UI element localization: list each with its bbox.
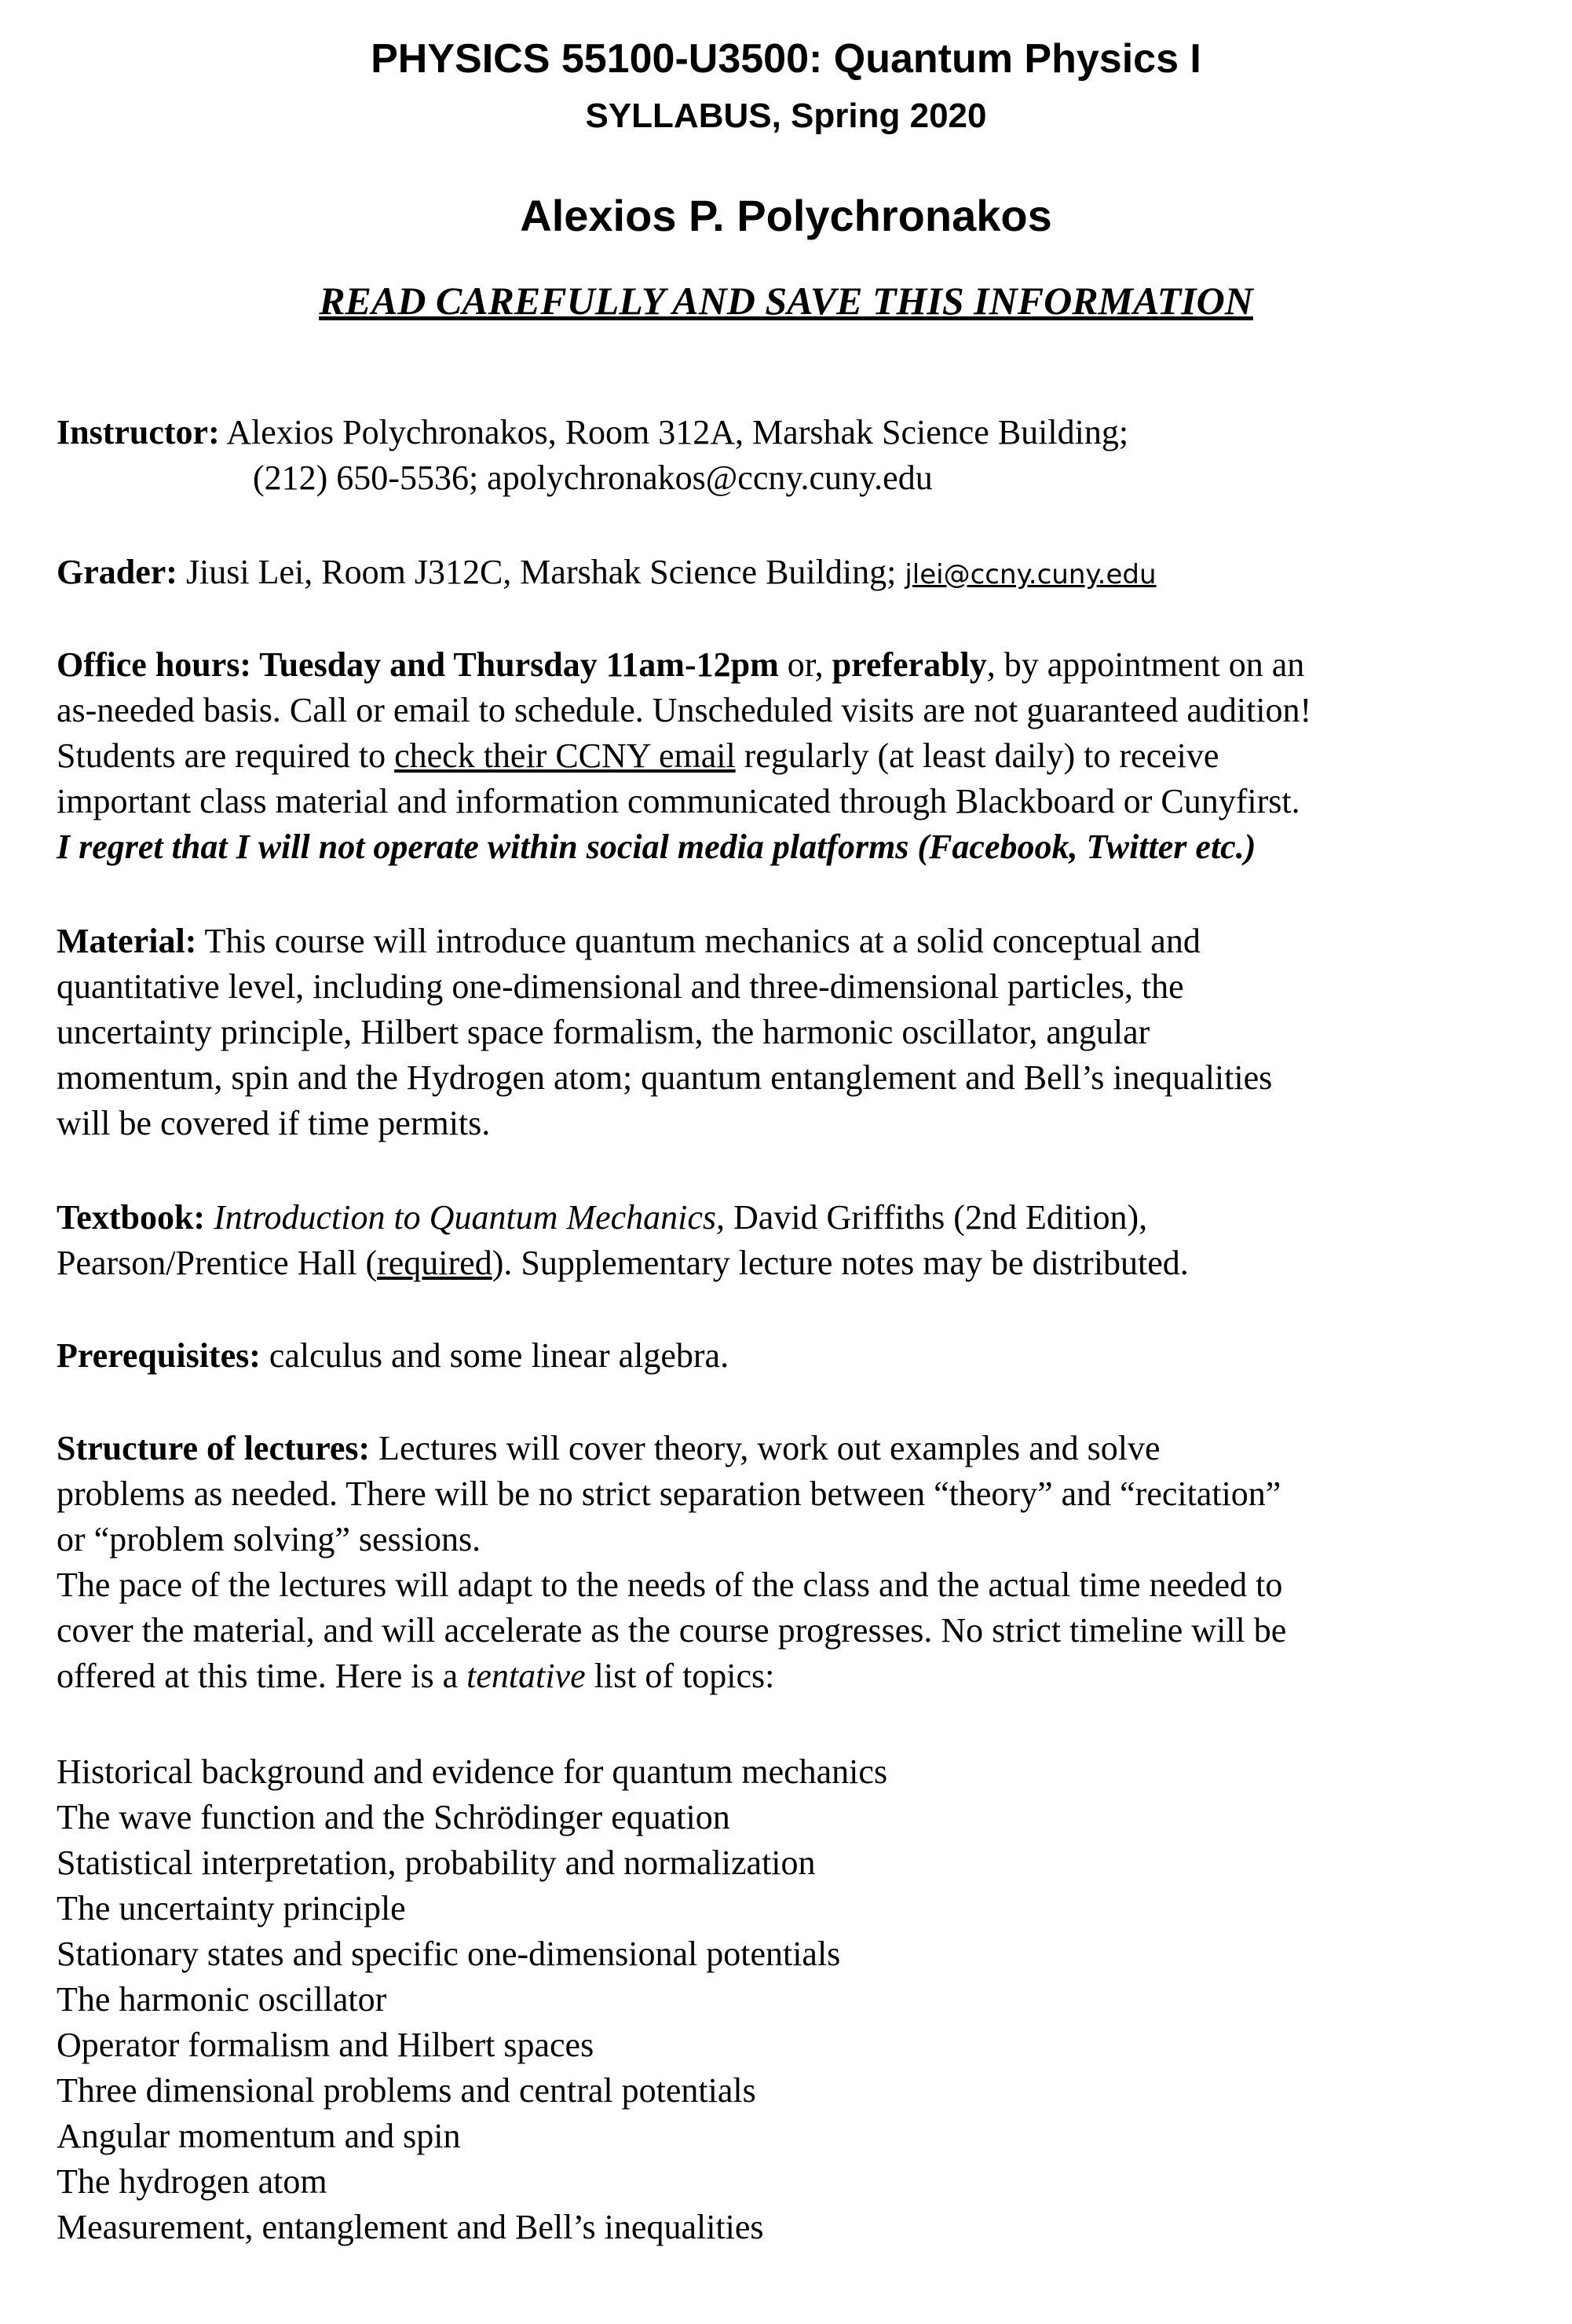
office-hours-line-3a: Students are required to — [57, 736, 395, 775]
office-hours-preferably: preferably — [832, 645, 987, 684]
grader-section — [57, 550, 1533, 595]
textbook-line-2b: ). Supplementary lecture notes may be distributed. — [492, 1244, 1189, 1282]
instructor-label: Instructor: — [57, 413, 220, 451]
list-item: The hydrogen atom — [57, 2162, 327, 2201]
material-section — [57, 919, 1533, 1146]
office-hours-label: Office hours: Tuesday and Thursday 11am-12pm — [57, 645, 779, 684]
structure-line-5: cover the material, and will accelerate as the course progresses. No strict timeline will be — [57, 1611, 1287, 1650]
material-line-1: This course will introduce quantum mechanics at a solid conceptual and — [196, 922, 1201, 960]
instructor-contact: (212) 650-5536; apolychronakos@ccny.cuny.edu — [253, 459, 933, 497]
list-item: The wave function and the Schrödinger equation — [57, 1798, 730, 1836]
structure-tentative: tentative — [466, 1657, 586, 1695]
office-hours-text-1: or, — [778, 645, 832, 684]
material-line-4: momentum, spin and the Hydrogen atom; quantum entanglement and Bell’s inequalities — [57, 1058, 1273, 1097]
textbook-section — [57, 1195, 1533, 1286]
textbook-line-2a: Pearson/Prentice Hall ( — [57, 1244, 378, 1282]
office-hours-line-2: as-needed basis. Call or email to schedule. Unscheduled visits are not guaranteed audition! — [57, 691, 1312, 729]
prerequisites-section — [57, 1333, 1533, 1379]
topics-list — [57, 1749, 1533, 2250]
structure-section — [57, 1426, 1533, 1699]
instructor-line-1: Alexios Polychronakos, Room 312A, Marshak Science Building; — [219, 413, 1129, 451]
office-hours-line-3b: regularly (at least daily) to receive — [735, 736, 1219, 775]
prerequisites-text: calculus and some linear algebra. — [260, 1336, 729, 1375]
grader-text: Jiusi Lei, Room J312C, Marshak Science Building; — [177, 553, 905, 591]
instructor-section — [57, 410, 1533, 501]
list-item: Stationary states and specific one-dimensional potentials — [57, 1935, 841, 1973]
grader-email-link[interactable]: jlei@ccny.cuny.edu — [905, 559, 1157, 590]
prerequisites-label: Prerequisites: — [57, 1336, 261, 1375]
material-line-3: uncertainty principle, Hilbert space formalism, the harmonic oscillator, angular — [57, 1013, 1150, 1051]
textbook-required: required — [377, 1244, 492, 1282]
material-line-2: quantitative level, including one-dimensional and three-dimensional particles, the — [57, 967, 1184, 1006]
list-item: Statistical interpretation, probability and normalization — [57, 1843, 816, 1882]
syllabus-subtitle: SYLLABUS, Spring 2020 — [585, 97, 987, 135]
check-email-link: check their CCNY email — [394, 736, 736, 775]
structure-line-1: Lectures will cover theory, work out examples and solve — [370, 1429, 1161, 1467]
textbook-label: Textbook: — [57, 1198, 206, 1237]
list-item: Measurement, entanglement and Bell’s inequalities — [57, 2208, 764, 2246]
list-item: Historical background and evidence for quantum mechanics — [57, 1752, 888, 1791]
author-name: Alexios P. Polychronakos — [520, 191, 1052, 240]
structure-line-3: or “problem solving” sessions. — [57, 1520, 481, 1558]
read-carefully-notice: READ CAREFULLY AND SAVE THIS INFORMATION — [319, 279, 1253, 323]
office-hours-text-2: , by appointment on an — [986, 645, 1305, 684]
structure-line-6a: offered at this time. Here is a — [57, 1657, 467, 1695]
office-hours-section — [57, 642, 1533, 870]
structure-line-4: The pace of the lectures will adapt to the needs of the class and the actual time needed to — [57, 1566, 1283, 1604]
list-item: The harmonic oscillator — [57, 1980, 387, 2019]
textbook-line-1b: David Griffiths (2nd Edition), — [725, 1198, 1148, 1237]
structure-line-6b: list of topics: — [585, 1657, 775, 1695]
material-label: Material: — [57, 922, 197, 960]
material-line-5: will be covered if time permits. — [57, 1104, 491, 1142]
structure-line-2: problems as needed. There will be no strict separation between “theory” and “recitation” — [57, 1474, 1281, 1513]
office-hours-line-4: important class material and information communicated through Blackboard or Cunyfirst. — [57, 782, 1300, 820]
grader-label: Grader: — [57, 553, 177, 591]
structure-label: Structure of lectures: — [57, 1429, 371, 1467]
textbook-title: Introduction to Quantum Mechanics, — [205, 1198, 726, 1237]
social-media-notice: I regret that I will not operate within social media platforms (Facebook, Twitter etc.) — [57, 828, 1256, 866]
list-item: The uncertainty principle — [57, 1889, 406, 1928]
list-item: Three dimensional problems and central potentials — [57, 2071, 756, 2110]
list-item: Angular momentum and spin — [57, 2117, 461, 2155]
course-title: PHYSICS 55100-U3500: Quantum Physics I — [371, 36, 1201, 82]
list-item: Operator formalism and Hilbert spaces — [57, 2026, 594, 2064]
